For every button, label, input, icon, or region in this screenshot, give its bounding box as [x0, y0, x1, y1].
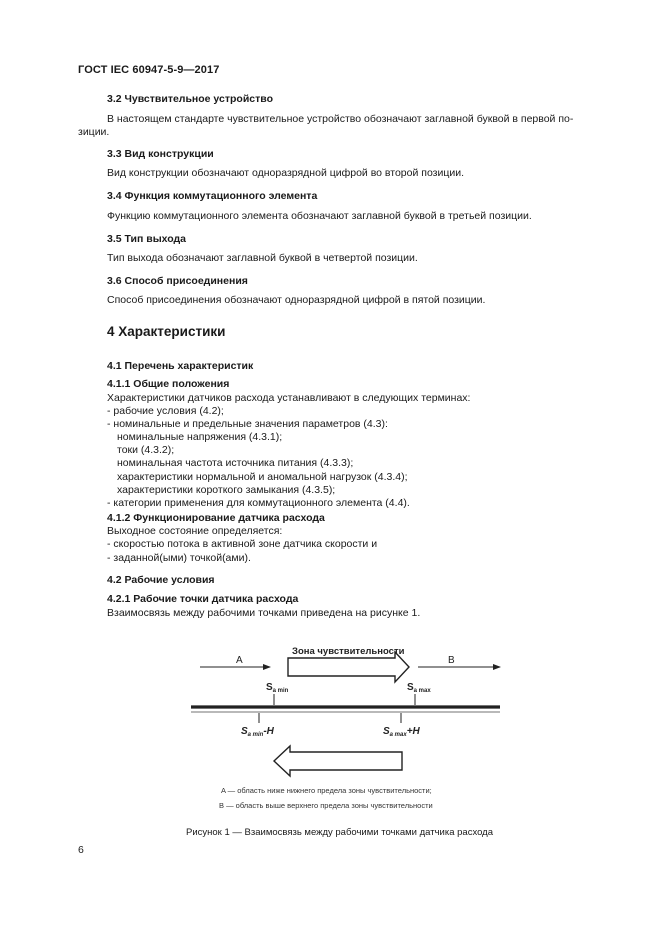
section-3-6-text: Способ присоединения обозначают одноразрядной цифрой в пятой позиции. — [107, 294, 486, 306]
section-3-2-text-line-2: зиции. — [78, 126, 110, 138]
list-item: номинальные напряжения (4.3.1); — [117, 431, 283, 443]
list-item: - рабочие условия (4.2); — [107, 405, 224, 417]
section-4-1-2-title: 4.1.2 Функционирование датчика расхода — [107, 512, 325, 524]
document-header: ГОСТ IEC 60947-5-9—2017 — [78, 64, 220, 76]
list-item: - номинальные и предельные значения параметров (4.3): — [107, 418, 388, 430]
s-max-label — [407, 682, 431, 694]
s-min-main: S — [266, 682, 273, 693]
s-max-main: S — [407, 682, 414, 693]
list-item: характеристики короткого замыкания (4.3.5); — [117, 484, 336, 496]
s-max-h-main: S — [383, 726, 390, 737]
list-item: характеристики нормальной и аномальной нагрузок (4.3.4); — [117, 471, 408, 483]
section-3-5-title: 3.5 Тип выхода — [107, 233, 187, 245]
section-3-2-title: 3.2 Чувствительное устройство — [107, 93, 273, 105]
page-number: 6 — [78, 844, 84, 856]
section-4-1-title: 4.1 Перечень характеристик — [107, 360, 254, 372]
section-4-2-1-title: 4.2.1 Рабочие точки датчика расхода — [107, 593, 299, 605]
s-min-h-suffix: -H — [263, 726, 274, 737]
section-4-2-1-text: Взаимосвязь между рабочими точками приведена на рисунке 1. — [107, 607, 421, 619]
region-b-label: B — [448, 655, 455, 666]
s-max-h-label — [383, 726, 421, 738]
s-min-label — [266, 682, 289, 694]
section-3-6-title: 3.6 Способ присоединения — [107, 275, 248, 287]
s-min-h-sub: a min — [247, 732, 264, 738]
list-item: - заданной(ыми) точкой(ами). — [107, 552, 251, 564]
section-4-1-1-intro: Характеристики датчиков расхода устанавливают в следующих терминах: — [107, 392, 471, 404]
figure-caption: Рисунок 1 — Взаимосвязь между рабочими точками датчика расхода — [186, 827, 493, 838]
section-3-4-text: Функцию коммутационного элемента обозначают заглавной буквой в третьей позиции. — [107, 210, 532, 222]
s-max-sub: a max — [413, 688, 431, 694]
s-min-h-main: S — [241, 726, 248, 737]
section-3-3-text: Вид конструкции обозначают одноразрядной цифрой во второй позиции. — [107, 167, 465, 179]
list-item: - скоростью потока в активной зоне датчика скорости и — [107, 538, 378, 550]
region-a-label: A — [236, 655, 243, 666]
list-item: токи (4.3.2); — [117, 444, 175, 456]
list-item: номинальная частота источника питания (4.3.3); — [117, 457, 354, 469]
section-3-3-title: 3.3 Вид конструкции — [107, 148, 214, 160]
chapter-4-title: 4 Характеристики — [107, 324, 226, 339]
section-4-1-2-intro: Выходное состояние определяется: — [107, 525, 283, 537]
legend-b: B — область выше верхнего предела зоны чувствительности — [219, 801, 433, 810]
legend-a: A — область ниже нижнего предела зоны чувствительности; — [221, 786, 432, 795]
s-min-sub: a min — [272, 688, 289, 694]
list-item: - категории применения для коммутационного элемента (4.4). — [107, 497, 410, 509]
s-max-h-sub: a max — [389, 732, 407, 738]
section-3-5-text: Тип выхода обозначают заглавной буквой в четвертой позиции. — [107, 252, 418, 264]
s-max-h-suffix: +H — [406, 726, 420, 737]
section-4-2-title: 4.2 Рабочие условия — [107, 574, 215, 586]
section-3-2-text-line-1: В настоящем стандарте чувствительное устройство обозначают заглавной буквой в первой по- — [107, 113, 574, 125]
section-4-1-1-title: 4.1.1 Общие положения — [107, 378, 230, 390]
section-3-4-title: 3.4 Функция коммутационного элемента — [107, 190, 318, 202]
zone-label: Зона чувствительности — [292, 646, 405, 657]
zone-arrow-left — [274, 746, 402, 776]
s-min-h-label — [241, 726, 275, 738]
